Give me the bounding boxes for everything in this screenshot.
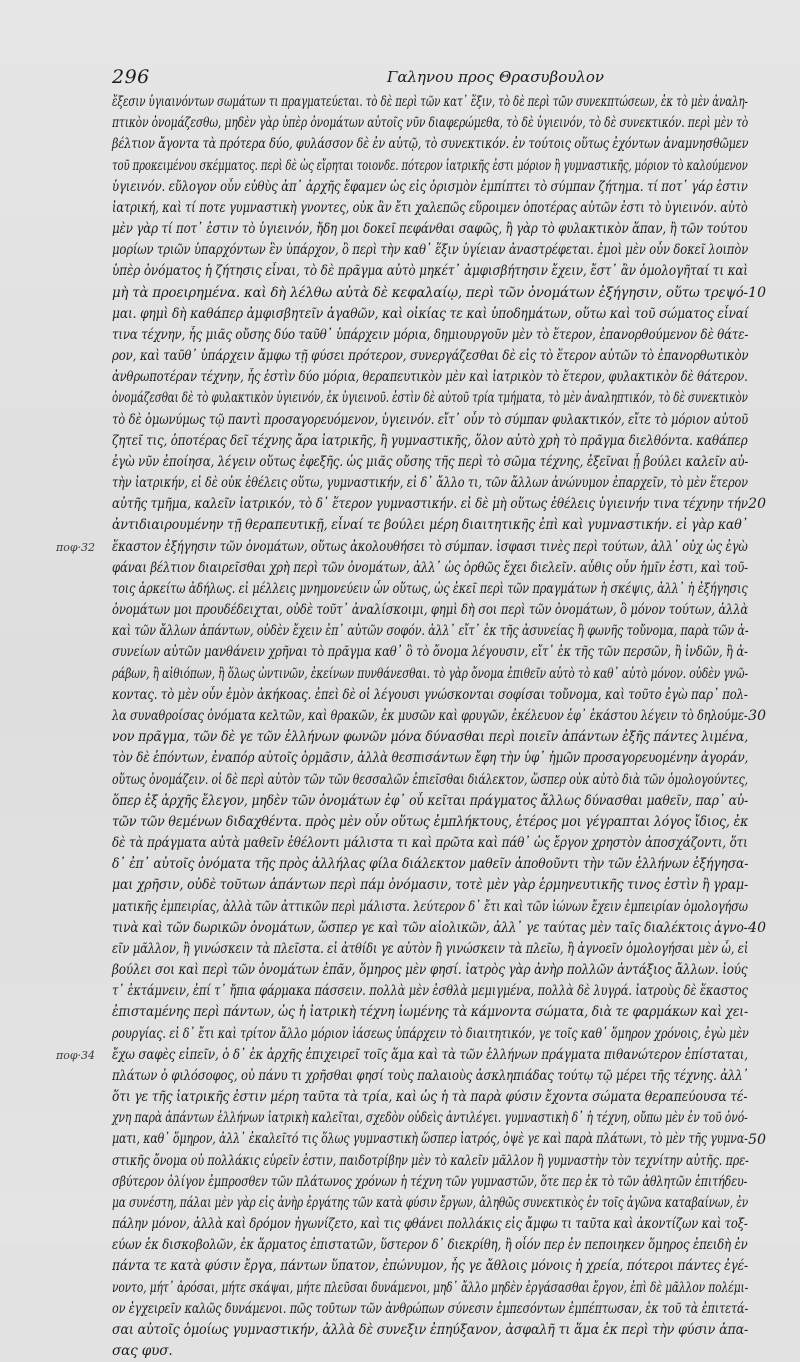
- text-line: εῖν μᾶλλον, ἢ γινώσκειν τὰ πλεῖστα. εἰ ἀτθίδι γε αὐτὸν ἢ γινώσκειν τὰ πλεῖω, ἢ ἀγνοεῖν ὁμολογήσαι μὲν ὦ, εἰ: [112, 940, 749, 957]
- text-line: μαι. φημὶ δὴ καθάπερ ἀμφισβητεῖν ἀγαθῶν, καὶ οἰκίας τε καὶ ὑποδημάτων, οὕτω καὶ τοῦ σώματος εἶναί: [112, 305, 749, 322]
- body-text: [112, 92, 748, 1362]
- text-line: σας φυσ.: [112, 1343, 173, 1360]
- text-line: πάντα τε κατὰ φύσιν ἔργα, πάντων ὕπατον, ἐπώνυμον, ἧς γε ἄθλοις μόνοις ἡ χρεία, πότεροι πάντες ἐγέ-: [112, 1258, 749, 1275]
- text-line: ἀντιδιαιρουμένην τῇ θεραπευτικῇ, εἶναί τε βούλει μέρη διαιτητικῆς ἐπὶ καὶ γυμναστικήν. εἰ γὰρ καθ᾽: [112, 517, 748, 534]
- page-header: [112, 66, 632, 92]
- text-line: νοντο, μήτ᾽ ἀρόσαι, μήτε σκάψαι, μήτε πλεῦσαι δυνάμενοι, μηδ᾽ ἄλλο μηδὲν ἐργάσασθαι ἔργον, ἐπὶ δὲ μᾶλλον πολέμι-: [112, 1279, 749, 1296]
- text-line: ἔχω σαφὲς εἰπεῖν, ὁ δ᾽ ἐκ ἀρχῆς ἐπιχειρεῖ τοῖς ἅμα καὶ τὰ τῶν ἑλλήνων πράγματα πιθανώτερον ἐπίσταται,: [112, 1046, 748, 1063]
- text-line: οὕτως ὀνομάζειν. οἱ δὲ περὶ αὐτὸν τῶν τῶν θεσσαλῶν ἐπιεῖσθαι διάλεκτον, ὥσπερ οὐκ αὐτὸ διὰ τῶν ὁμολογούντες,: [112, 771, 748, 788]
- text-line: ἰατρική, καὶ τί ποτε γυμναστικὴ γνοντες, οὐκ ἂν ἔτι χαλεπῶς εὕροιμεν ὁποτέρας αὐτῶν ἐστι τὸ ὑγιεινόν. αὐτὸ: [112, 199, 748, 216]
- line-number: 30: [748, 708, 766, 725]
- text-line: ἀνθρωποτέραν τέχνην, ἧς ἐστὶν δύο μόρια, θεραπευτικὸν μὲν καὶ ἰατρικὸν τὸ ἕτερον, φυλακτικὸν δὲ θάτερον.: [112, 369, 748, 386]
- text-line: ὀνομάζεσθαι δὲ τὸ φυλακτικὸν ὑγιεινόν, ἐκ ὑγιεινοῦ. ἐστὶν δὲ αὐτοῦ τρία τμήματα, τὸ μὲν ἀναληπτικόν, τὸ δὲ συνεκτικὸν: [112, 390, 748, 407]
- text-line: συνείων αὐτῶν μανθάνειν χρῆναι τὸ πρᾶγμα καθ᾽ ὃ τὸ ὄνομα λέγουσιν, εἴτ᾽ ἐκ τῆς τῶν περσῶν, ἢ ἰνδῶν, ἢ ἀ-: [112, 644, 748, 661]
- text-line: ὅτι γε τῆς ἰατρικῆς ἐστιν μέρη ταῦτα τὰ τρία, καὶ ὡς ἡ τὰ παρὰ φύσιν ἔχοντα σώματα θεραπεύουσα τέ-: [112, 1089, 748, 1106]
- text-line: ζητεῖ τις, ὁποτέρας δεῖ τέχνης ἄρα ἰατρικῆς, ἢ γυμναστικῆς, ὅλον αὐτὸ χρὴ τὸ πρᾶγμα διελθόντα. καθάπερ: [112, 432, 748, 449]
- text-line: τὸ δὲ ὁμωνύμως τῷ παντὶ προσαγορευόμενον, ὑγιεινόν. εἴτ᾽ οὖν τὸ σύμπαν φυλακτικόν, εἴτε τὸ μόριον αὐτοῦ: [112, 411, 749, 428]
- line-number: 40: [748, 920, 766, 937]
- text-line: μὴ τὰ προειρημένα. καὶ δὴ λέλθω αὐτὰ δὲ κεφαλαίῳ, περὶ τῶν ὀνομάτων ἐξήγησιν, οὕτω τρεψό-: [112, 284, 748, 301]
- text-line: τοῦ προκειμένου σκέμματος. περὶ δὲ ὡς εἴρηται τοιονδε. πότερον ἰατρικῆς ἐστι μόριον ἢ γυμναστικῆς, μόριον τὸ καλούμενον: [112, 157, 748, 174]
- text-line: ὑγιεινόν. εὔλογον οὖν εὐθὺς ἀπ᾽ ἀρχῆς ἔφαμεν ὡς εἰς ὁρισμὸν ἐμπίπτει τὸ σύμπαν ζήτημα. τί ποτ᾽ γάρ ἐστιν: [112, 178, 748, 195]
- margin-note: ποφ·34: [56, 1049, 96, 1063]
- text-line: ὅπερ ἐξ ἀρχῆς ἔλεγον, μηδὲν τῶν ὀνομάτων ἐφ᾽ οὗ κεῖται πράγματος ἄλλως δύνασθαι μαθεῖν, παρ᾽ αὐ-: [112, 792, 749, 809]
- text-line: στικῆς ὄνομα οὐ πολλάκις εὑρεῖν ἐστιν, παιδοτρίβην μὲν τὸ καλεῖν μᾶλλον ἢ γυμναστὴν τὸν τεχνίτην αὐτῆς. πρε-: [112, 1152, 749, 1169]
- text-line: ἕξεσιν ὑγιαινόντων σωμάτων τι πραγματεύεται. τὸ δὲ περὶ τῶν κατ᾽ ἕξιν, τὸ δὲ περὶ τῶν συνεκπτώσεων, ἐκ τὸ μὲν ἀναλη-: [112, 94, 748, 110]
- text-line: μα συνέστη, πάλαι μὲν γὰρ εἰς ἀνὴρ ἐργάτης τῶν κατὰ φύσιν ἔργων, ἀληθῶς συνεκτικὸς ἐν τοῖς ἀγῶνα καταβαίνων, ἐν: [112, 1194, 749, 1211]
- text-line: ἐγὼ νῦν ἐποίησα, λέγειν οὕτως ἐφεξῆς. ὡς μιᾶς οὔσης τῆς περὶ τὸ σῶμα τέχνης, ἐξεῖναι ᾗ βούλει καλεῖν αὐ-: [112, 453, 749, 470]
- text-line: εύων ἐκ δισκοβολῶν, ἐκ ἅρματος ἐπιστατῶν, ὕστερον δ᾽ διεκρίθη, ἢ οἷόν περ ἐν πεποιηκεν ὅμηρος ἐπειδὴ ἐν: [112, 1237, 748, 1254]
- line-number: 50: [748, 1131, 766, 1148]
- text-line: ράβων, ἢ αἰθιόπων, ἢ ὅλως ὠντινῶν, ἐκείνων πυνθάνεσθαι. τὸ γὰρ ὄνομα ἐπιθεῖν αὐτὸ τὸ καθ᾽ αὐτὸ μόνον. οὐδὲν γνῶ-: [112, 665, 748, 682]
- text-line: ὑπὲρ ὀνόματος ἡ ζήτησις εἶναι, τὸ δὲ πρᾶγμα αὐτὸ μηκέτ᾽ ἀμφισβήτησιν ἔχειν, ἔστ᾽ ἂν ὁμολογῆταί τι καὶ: [112, 263, 748, 280]
- text-line: ὀνομάτων μοι προυδέδειχται, οὐδὲ τοῦτ᾽ ἀναλίσκοιμι, φημὶ δὴ σοι περὶ τῶν ὀνομάτων, ὃ μόνον τούτων, ἀλλὰ: [112, 602, 749, 619]
- text-line: τ᾽ ἐκτάμνειν, ἐπί τ᾽ ἤπια φάρμακα πάσσειν. πολλὰ μὲν ἐσθλὰ μεμιγμένα, πολλὰ δὲ λυγρά. ἰατροὺς δὲ ἕκαστος: [112, 983, 748, 1000]
- text-line: μαι χρῆσιν, οὐδὲ τοῦτων ἁπάντων περὶ πάμ ὀνόμασιν, τοτὲ μὲν γὰρ ἑρμηνευτικῆς τινος ἐστὶν ἢ γραμ-: [112, 877, 749, 894]
- margin-note: ποφ·32: [56, 540, 96, 554]
- text-line: βούλει σοι καὶ περὶ τῶν ὀνομάτων ἐπᾶν, ὅμηρος μὲν φησί. ἰατρὸς γὰρ ἀνὴρ πολλῶν ἀντάξιος ἄλλων. ἰούς: [112, 962, 748, 979]
- running-head: Γαληνου προς Θρασυβουλον: [387, 68, 605, 86]
- text-line: βέλτιον ἄγοντα τὰ πρότερα δύο, φυλάσσον δὲ ἐν αὐτῷ, τὸ συνεκτικόν. ἐν τούτοις οὕτως ἐχόντων ἀναμνησθῶμεν: [112, 136, 749, 153]
- text-line: σβύτερον ὀλίγον ἐμπροσθεν τῶν πλάτωνος χρόνων ἡ τέχνη τῶν γυμναστῶν, ὅτε περ ἐκ τὸ τῶν ἀθλητῶν ἐπιτήδευ-: [112, 1173, 748, 1190]
- text-line: αὐτῆς τμῆμα, καλεῖν ἰατρικόν, τὸ δ᾽ ἕτερον γυμναστικήν. εἰ δὲ μὴ οὕτως ἐθέλεις ὑγιεινήν τινα τέχνην τήν: [112, 496, 748, 513]
- text-line: λα συναθροίσας ὀνόματα κελτῶν, καὶ θρακῶν, ἐκ μυσῶν καὶ φρυγῶν, ἐκέλευον ἐφ᾽ ἑκάστου λέγειν τὸ δηλούμε-: [112, 707, 748, 724]
- text-line: ἕκαστον ἐξήγησιν τῶν ὀνομάτων, οὕτως ἀκολουθήσει τὸ σύμπαν. ἰσφασι τινὲς περὶ τούτων, ἀλλ᾽ οὐχ ὡς ἐγὼ: [112, 538, 748, 555]
- text-line: νον πρᾶγμα, τῶν δὲ γε τῶν ἑλλήνων φωνῶν μόνα δύνασθαι περὶ ποιεῖν ἁπάντων ἐξῆς πάντες λιμένα,: [112, 729, 749, 746]
- text-line: τινα τέχνην, ἧς μιᾶς οὔσης δύο ταῦθ᾽ ὑπάρχειν μόρια, δημιουργοῦν μὲν τὸ ἕτερον, ἐπανορθούμενον δὲ θάτε-: [112, 326, 749, 343]
- text-line: τῶν τῶν θεμένων διδαχθέντα. πρὸς μὲν οὖν οὕτως ἐμπλήκτους, ἑτέρος μοι γέγραπται λόγος ἴδιος, ἐκ: [112, 813, 749, 830]
- text-line: δὲ τὰ πράγματα αὐτὰ μαθεῖν ἐθέλοντι μάλιστα τι καὶ πρῶτα καὶ πάθ᾽ ὡς ἔργον χρηστὸν ἀποσχάζοντι, ὅτι: [112, 835, 748, 852]
- text-line: τὸν δὲ ἑπόντων, ἐναπόρ αὐτοῖς ὁρμᾶσιν, ἀλλὰ θεσπισάντων ἔφη τὴν ὑφ᾽ ἡμῶν προσαγορευομένην ἀγοράν,: [112, 750, 749, 767]
- text-line: καὶ τῶν ἄλλων ἁπάντων, οὐδὲν ἔχειν ἐπ᾽ αὐτῶν σοφόν. ἀλλ᾽ εἴτ᾽ ἐκ τῆς ἀσυνείας ἢ φωνῆς τοὔνομα, παρὰ τῶν ἀ-: [112, 623, 749, 640]
- line-number: 10: [748, 284, 766, 301]
- text-line: ματι, καθ᾽ ὅμηρον, ἀλλ᾽ ἐκαλεῖτό τις ὅλως γυμναστικὴ ὥσπερ ἰατρός, ὀψὲ γε καὶ παρὰ πλάτωνι, τὸ μὲν τῆς γυμνα-: [112, 1131, 748, 1148]
- text-line: ρον, καὶ ταῦθ᾽ ὑπάρχειν ἄμφω τῇ φύσει πρότερον, συνεργάζεσθαι δὲ εἰς τὸ ἕτερον αὐτῶν τὸ ἐπανορθωτικὸν: [112, 348, 749, 365]
- page-number: 296: [112, 66, 150, 88]
- text-line: ἐπισταμένης περὶ πάντων, ὡς ἡ ἰατρικὴ τέχνη ἰωμένης τὰ κάμνοντα σώματα, διὰ τε φαρμάκων καὶ χει-: [112, 1004, 748, 1021]
- text-line: μὲν γὰρ τί ποτ᾽ ἐστιν τὸ ὑγιεινόν, ἤδη μοι δοκεῖ πεφάνθαι σαφῶς, ἢ γὰρ τὸ φυλακτικὸν ἅπαν, ἢ τῶν τούτου: [112, 221, 748, 238]
- text-line: σαι αὐτοῖς ὁμοίως γυμναστικήν, ἀλλὰ δὲ συνεξιν ἐπηύξανον, ἀσφαλῆ τι ἅμα ἐκ περὶ τὴν φύσιν ἀπα-: [112, 1321, 749, 1338]
- text-line: ρουργίας. εἰ δ᾽ ἔτι καὶ τρίτον ἄλλο μόριον ἰάσεως ὑπάρχειν τὸ διαιτητικόν, γε τοῖς καθ᾽ ὅμηρον χρόνοις, ἐγὼ μὲν: [112, 1025, 749, 1042]
- text-line: κοντας. τὸ μὲν οὖν ἐμὸν ἀκήκοας. ἐπεὶ δὲ οἱ λέγουσι γνώσκονται σοφίσαι τοὔνομα, καὶ τοῦτο ἐγὼ παρ᾽ πολ-: [112, 686, 748, 703]
- text-line: τὴν ἰατρικήν, εἰ δὲ οὐκ ἐθέλεις οὕτω, γυμναστικήν, εἰ δ᾽ ἄλλο τι, τῶν ἄλλων ἀνώνυμον ἐπαρχεῖν, τὸ μὲν ἕτερον: [112, 475, 748, 492]
- line-number: 20: [748, 496, 766, 513]
- text-line: ματικῆς ἐμπειρίας, ἀλλὰ τῶν ἀττικῶν περὶ μάλιστα. λεύτερον δ᾽ ἔτι καὶ τῶν ἰώνων ἔχειν ἐμπειρίαν ὁμολογήσω: [112, 898, 748, 915]
- text-line: φάναι βέλτιον διαιρεῖσθαι χρὴ περὶ τῶν ὀνομάτων, ἀλλ᾽ ὡς ὀρθῶς ἔχει διελεῖν. αὖθις οὖν ἡμῖν ἐστι, καὶ τοῦ-: [112, 559, 748, 576]
- text-line: πλάτων ὁ φιλόσοφος, οὐ πάνυ τι χρῆσθαι φησί τοὺς παλαιοὺς ἀσκληπιάδας τούτῳ τῷ μέρει τῆς τέχνης. ἀλλ᾽: [112, 1067, 749, 1084]
- text-line: πτικὸν ὀνομάζεσθω, μηδὲν γὰρ ὑπὲρ ὀνομάτων αὐτοῖς νῦν διαφερώμεθα, τὸ δὲ ὑγιεινόν, τὸ δὲ συνεκτικόν. περὶ μὲν τὸ: [112, 115, 749, 132]
- text-line: ον ἐγχειρεῖν καλῶς δυνάμενοι. πῶς τοῦτων τῶν ἀνθρώπων σύνεσιν ἐμπεσόντων ἐμπέπτωσαν, ἐκ τοῦ τὰ ἐπιτετά-: [112, 1300, 749, 1317]
- text-line: δ᾽ ἐπ᾽ αὐτοῖς ὀνόματα τῆς πρὸς ἀλλήλας φίλα διάλεκτον μαθεῖν ἀποθοῦντι τὴν τῶν ἑλλήνων ἐξήγησα-: [112, 856, 749, 873]
- text-line: μορίων τριῶν ὑπαρχόντων ἓν ὑπάρχον, ὃ περὶ τὴν καθ᾽ ἕξιν ὑγίειαν ἀναστρέφεται. ἐμοὶ μὲν οὖν δοκεῖ λοιπὸν: [112, 242, 749, 259]
- text-line: τινὰ καὶ τῶν δωρικῶν ὀνομάτων, ὥσπερ γε καὶ τῶν αἰολικῶν, ἀλλ᾽ γε ταύτας μὲν ταῖς διαλέκτοις ἀγνο-: [112, 919, 748, 936]
- text-line: πάλην μόνον, ἀλλὰ καὶ δρόμον ἠγωνίζετο, καὶ τις φθάνει πολλάκις εἰς ἄμφω τι ταῦτα καὶ ἀκοντίζων καὶ τοξ-: [112, 1216, 748, 1233]
- text-line: χνη παρὰ ἁπάντων ἑλλήνων ἰατρικὴ καλεῖται, σχεδὸν οὐδεὶς ἀντιλέγει. γυμναστικὴ δ᾽ ἡ τέχνη, οὔπω μὲν ἐν τοῦ ὀνό-: [112, 1110, 748, 1127]
- text-line: τοις ἀρκείτω ἀδήλως. εἰ μέλλεις μνημονεύειν ὧν οὕτως, ὡς ἐκεῖ περὶ τῶν πραγμάτων ἡ σκέψις, ἀλλ᾽ ἡ ἐξήγησις: [112, 580, 748, 597]
